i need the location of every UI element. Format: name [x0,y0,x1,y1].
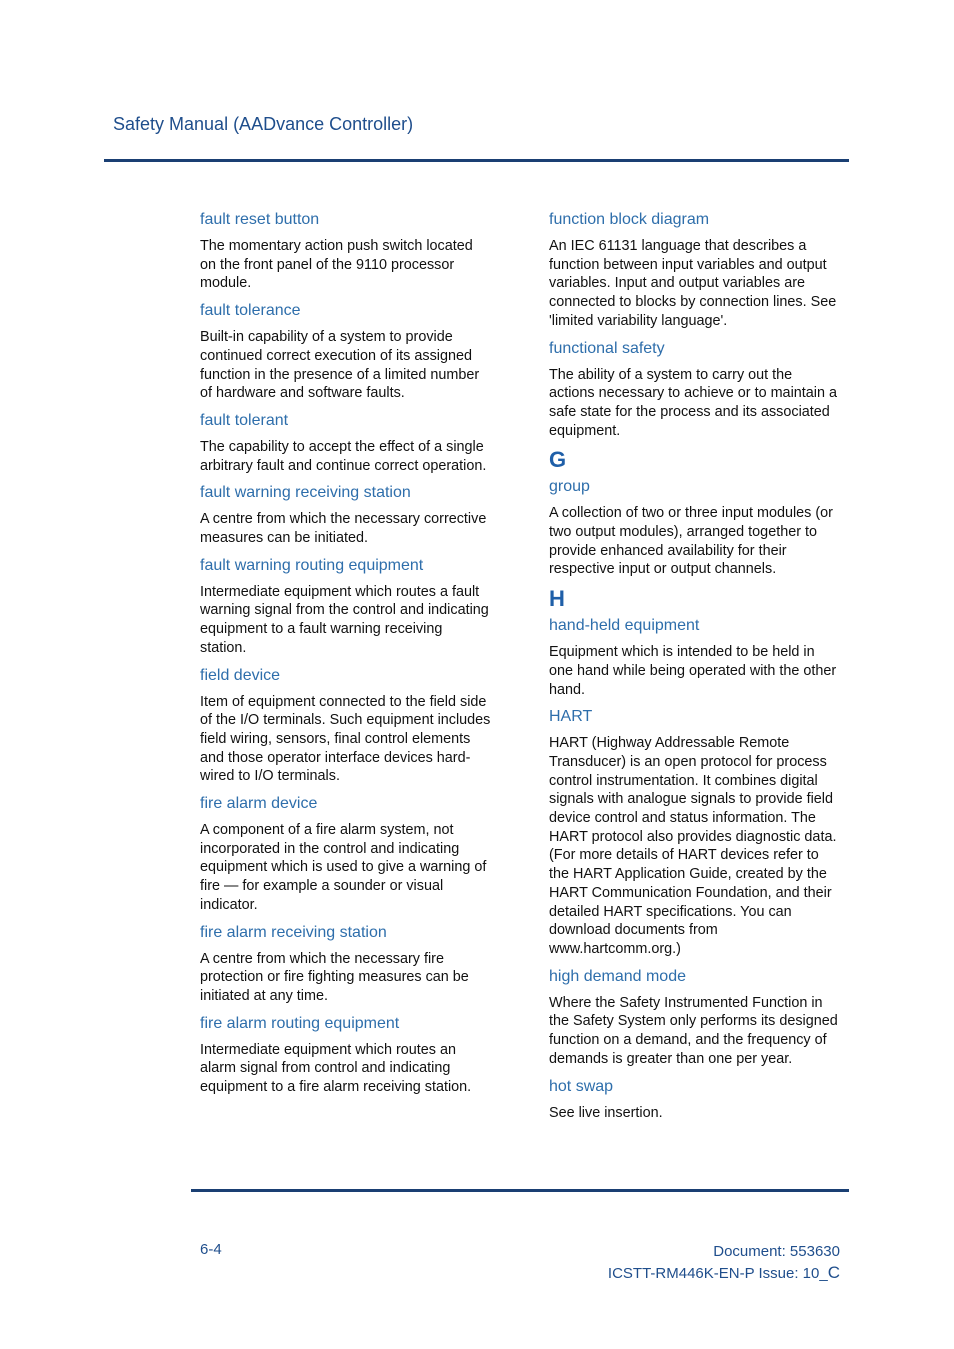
glossary-definition: Intermediate equipment which routes an alarm signal from control and indicating equipment to a fire alarm receiving station. [200,1041,472,1096]
glossary-definition: The capability to accept the effect of a single arbitrary fault and continue correct operation. [200,438,487,474]
glossary-definition: Item of equipment connected to the field side of the I/O terminals. Such equipment includes field wiring, sensors, final control elements and those operator interface devices hard-wired to I/O terminals. [200,693,491,785]
glossary-term: field device [200,666,281,684]
glossary-left-column [200,208,492,1105]
section-letter: H [549,586,565,612]
page-number: 6-4 [200,1241,222,1258]
glossary-definition: A centre from which the necessary fire protection or fire fighting measures can be initiated at any time. [200,950,469,1004]
section-letter: G [549,447,567,473]
glossary-definition: Equipment which is intended to be held in one hand while being operated with the other hand. [549,644,837,698]
glossary-term: hot swap [549,1077,614,1095]
document-info [608,1241,840,1284]
page-header-title: Safety Manual (AADvance Controller) [113,114,414,134]
issue-text: ICSTT-RM446K-EN-P Issue: 10_ [607,1265,828,1282]
glossary-definition: Where the Safety Instrumented Function in the Safety System only performs its designed function on a demand, and the frequency of demands is greater than one per year. [549,994,838,1067]
glossary-definition: An IEC 61131 language that describes a function between input variables and output variables. Input and output variables are connected to blocks by connection lines. See 'limited variability language'. [549,238,837,329]
glossary-definition: A component of a fire alarm system, not incorporated in the control and indicating equipment which is used to give a warning of fire — for example a sounder or visual indicator. [200,822,487,913]
glossary-definition: HART (Highway Addressable Remote Transducer) is an open protocol for process control instrumentation. It combines digital signals with analogue signals to provide field device control and status information. The HART protocol also provides diagnostic data. (For more details of HART devices refer to the HART Application Guide, created by the HART Communication Foundation, and their detailed HART specifications. You can download documents from www.hartcomm.org.) [549,735,837,957]
glossary-term: fault warning routing equipment [200,556,424,574]
glossary-definition: A collection of two or three input modules (or two output modules), arranged together to provide enhanced availability for their respective input or output channels. [549,505,833,578]
glossary-term: hand-held equipment [549,617,700,635]
glossary-term: high demand mode [549,967,686,985]
glossary-term: fire alarm receiving station [200,923,387,941]
glossary-right-column [549,208,841,1130]
document-number: Document: 553630 [713,1243,840,1260]
footer-rule [191,1189,849,1192]
glossary-term: HART [549,708,593,726]
glossary-definition: Built-in capability of a system to provide continued correct execution of its assigned function in the presence of a limited number of hardware and software faults. [200,329,480,402]
glossary-term: fire alarm device [200,795,318,813]
glossary-definition: See live insertion. [549,1104,663,1121]
glossary-term: fault warning receiving station [200,484,411,502]
issue-line [608,1262,840,1284]
glossary-definition: The momentary action push switch located on the front panel of the 9110 processor module. [200,238,473,292]
glossary-term: fault reset button [200,211,320,228]
glossary-term: fault tolerant [200,411,289,429]
glossary-definition: Intermediate equipment which routes a fault warning signal from the control and indicating equipment to a fault warning receiving station. [200,583,489,656]
glossary-definition: A centre from which the necessary corrective measures can be initiated. [200,511,487,547]
glossary-term: group [549,478,590,496]
glossary-definition: The ability of a system to carry out the actions necessary to achieve or to maintain a safe state for the process and its associated equipment. [549,366,837,439]
glossary-term: fault tolerance [200,302,301,320]
header-rule [104,159,849,162]
issue-suffix: C [827,1263,840,1282]
glossary-term: function block diagram [549,211,710,228]
glossary-term: functional safety [549,339,665,357]
glossary-term: fire alarm routing equipment [200,1014,400,1032]
